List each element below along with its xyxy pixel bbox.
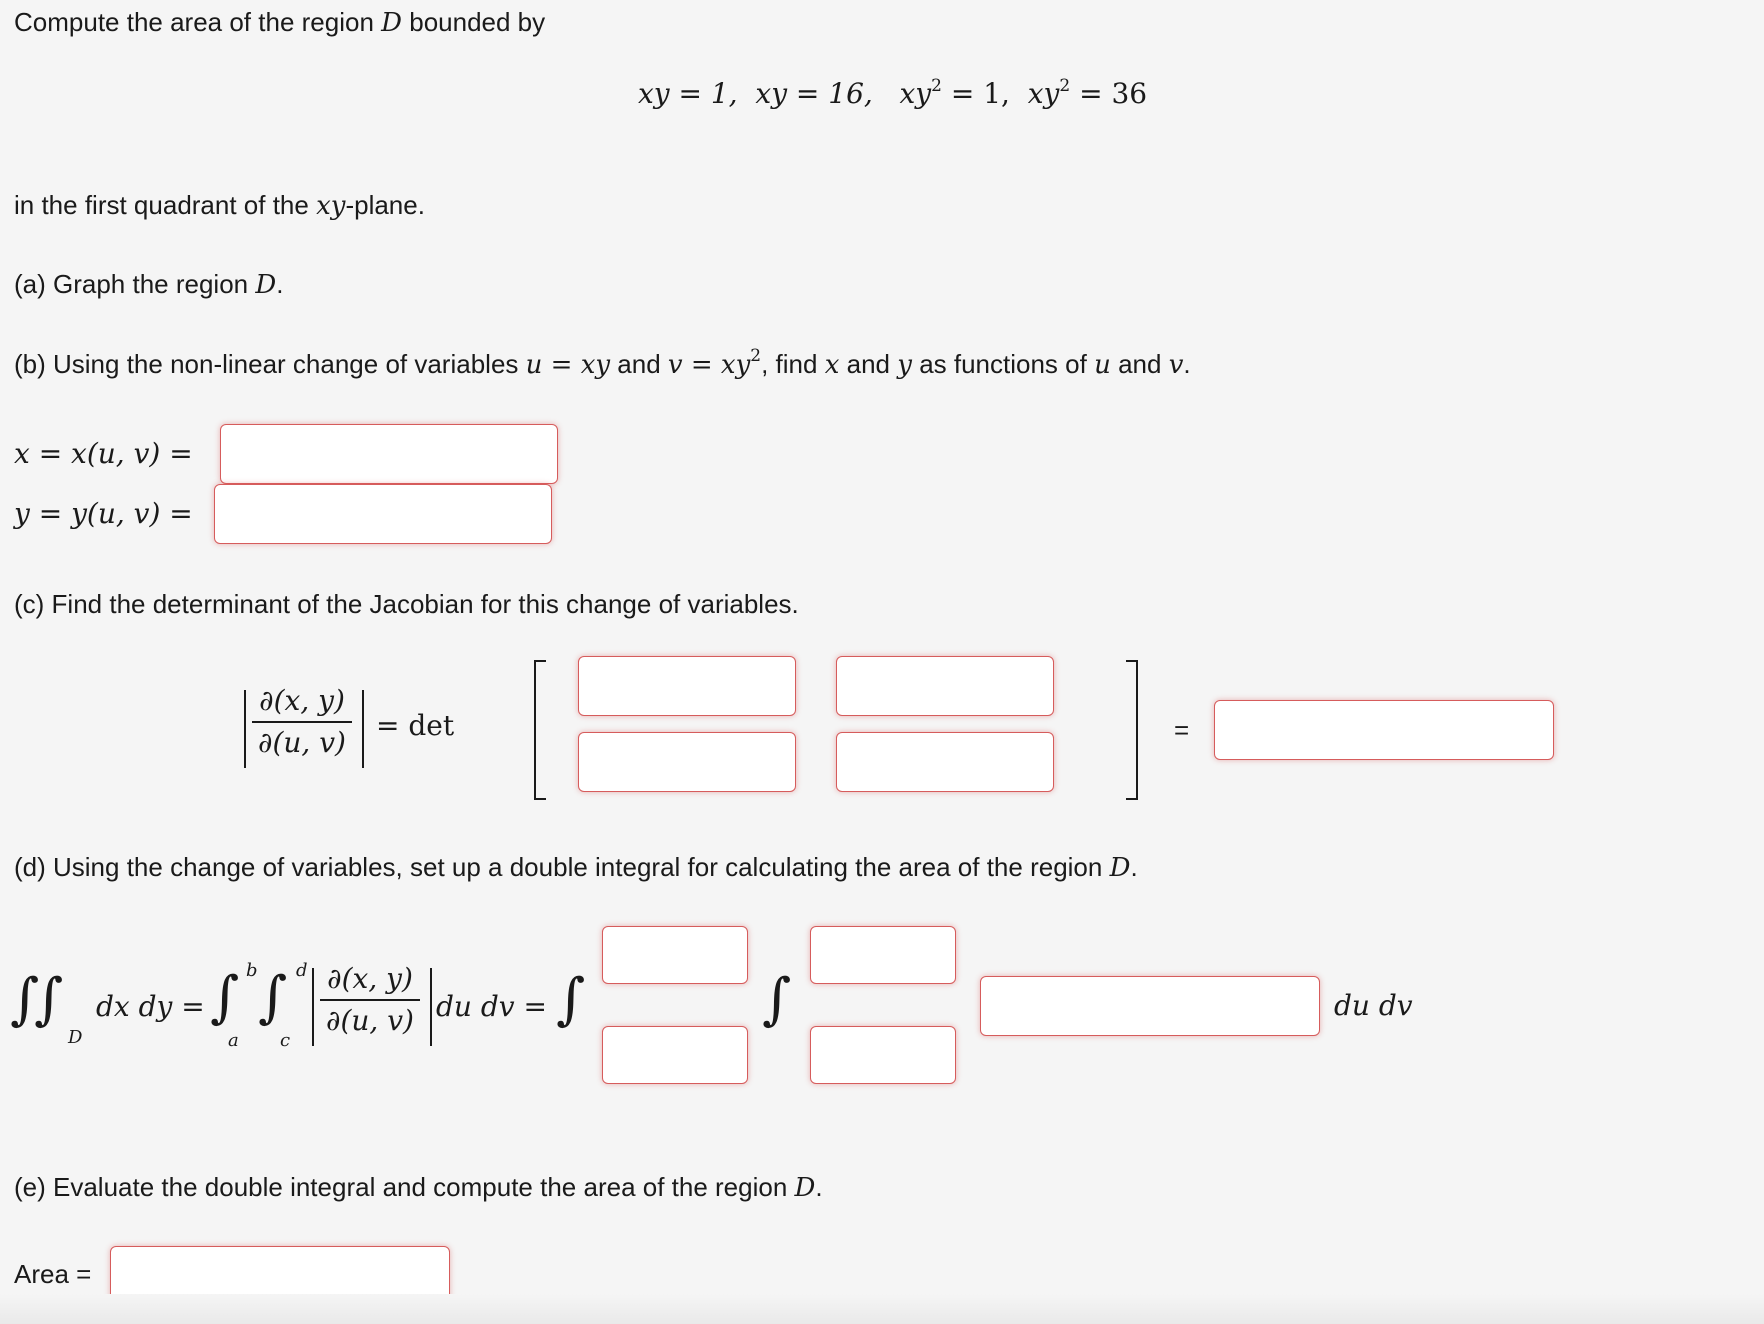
y-equation-label: y = y(u, v) = bbox=[14, 497, 193, 530]
part-a-end: . bbox=[276, 269, 284, 299]
jacobian-m21-input[interactable] bbox=[578, 732, 796, 792]
jacobian-denominator: ∂(u, v) bbox=[258, 725, 346, 759]
part-c-label: (c) Find the determinant of the Jacobian for this change of variables. bbox=[14, 589, 799, 619]
quadrant-text bbox=[14, 189, 425, 222]
middle-differential: du dv = bbox=[436, 990, 547, 1023]
lhs-differential: dx dy = bbox=[96, 990, 205, 1023]
part-d-end: . bbox=[1130, 852, 1138, 882]
curve-4 bbox=[1028, 77, 1147, 110]
curve-3-exp: 2 bbox=[931, 76, 942, 96]
limit-a: a bbox=[228, 1030, 239, 1051]
part-b-y: y bbox=[897, 350, 912, 380]
iterated-integral-inner: ∫ bbox=[258, 965, 288, 1030]
jacobian-numerator: ∂(x, y) bbox=[259, 684, 345, 717]
part-b-and-1: and bbox=[617, 349, 661, 379]
part-a-var: D bbox=[255, 270, 277, 300]
rhs-outer-integral: ∫ bbox=[556, 967, 586, 1032]
part-b-x: x bbox=[824, 350, 840, 380]
part-e-var: D bbox=[794, 1173, 816, 1203]
rhs-inner-integral: ∫ bbox=[762, 967, 792, 1032]
u-definition: u = xy bbox=[525, 350, 611, 380]
intro-end-text: bounded by bbox=[409, 7, 546, 37]
det-label: = det bbox=[376, 709, 455, 742]
part-a-text: (a) Graph the region bbox=[14, 269, 249, 299]
iterated-integral-outer: ∫ bbox=[210, 965, 240, 1030]
jacobian-result-input[interactable] bbox=[1214, 700, 1554, 760]
integral-jacobian-fraction bbox=[320, 962, 420, 1038]
curve-4-exp: 2 bbox=[1059, 76, 1071, 96]
outer-upper-limit-input[interactable] bbox=[602, 926, 748, 984]
x-equation-label: x = x(u, v) = bbox=[14, 437, 193, 470]
integrand-input[interactable] bbox=[980, 976, 1320, 1036]
part-b-and-2: and bbox=[846, 349, 891, 379]
part-e-text: (e) Evaluate the double integral and compute the area of the region bbox=[14, 1172, 788, 1202]
integral-jacobian-abs-right bbox=[430, 968, 432, 1046]
inner-lower-limit-input[interactable] bbox=[810, 1026, 956, 1084]
limit-c: c bbox=[280, 1030, 291, 1051]
boundary-curves bbox=[638, 77, 1147, 111]
part-d-label bbox=[14, 851, 1138, 884]
intro-text: Compute the area of the region bbox=[14, 7, 374, 37]
quadrant-text-end: -plane. bbox=[345, 190, 425, 220]
limit-b: b bbox=[246, 960, 258, 981]
part-b-label bbox=[14, 348, 1191, 381]
page-bottom-edge bbox=[0, 1294, 1764, 1324]
matrix-left-bracket bbox=[534, 660, 546, 800]
v-definition-exp: 2 bbox=[750, 346, 762, 366]
jacobian-fraction bbox=[252, 684, 352, 760]
curve-3 bbox=[900, 77, 1010, 110]
integral-jacobian-numerator: ∂(x, y) bbox=[327, 962, 413, 995]
part-b-and-3: and bbox=[1118, 349, 1162, 379]
curve-4-base: xy bbox=[1027, 77, 1060, 110]
region-var: D bbox=[381, 8, 402, 38]
jacobian-abs-right bbox=[362, 690, 364, 768]
part-a-label bbox=[14, 268, 283, 301]
quadrant-text-start: in the first quadrant of the bbox=[14, 190, 309, 220]
jacobian-equals: = bbox=[1174, 715, 1190, 745]
part-b-as-functions: as functions of bbox=[919, 349, 1087, 379]
jacobian-m12-input[interactable] bbox=[836, 656, 1054, 716]
v-definition: v = xy bbox=[667, 350, 751, 380]
inner-upper-limit-input[interactable] bbox=[810, 926, 956, 984]
curve-1: xy = 1, bbox=[638, 77, 738, 110]
part-b-text: (b) Using the non-linear change of variables bbox=[14, 349, 519, 379]
part-b-v: v bbox=[1168, 350, 1184, 380]
curve-4-rest: = 36 bbox=[1070, 77, 1148, 110]
jacobian-m22-input[interactable] bbox=[836, 732, 1054, 792]
region-subscript: D bbox=[68, 1027, 83, 1048]
curve-3-rest: = 1, bbox=[941, 77, 1010, 110]
double-integral-sign-1: ∫ bbox=[10, 967, 40, 1032]
area-label: Area = bbox=[14, 1259, 92, 1289]
jacobian-m11-input[interactable] bbox=[578, 656, 796, 716]
curve-3-base: xy bbox=[899, 77, 932, 110]
fraction-bar bbox=[252, 721, 352, 723]
quadrant-var: xy bbox=[316, 191, 346, 221]
part-b-find: , find bbox=[761, 349, 818, 379]
part-b-end: . bbox=[1183, 349, 1191, 379]
part-d-text: (d) Using the change of variables, set up a double integral for calculating the area of the region bbox=[14, 852, 1103, 882]
x-function-input[interactable] bbox=[220, 424, 558, 484]
limit-d: d bbox=[296, 960, 308, 981]
outer-lower-limit-input[interactable] bbox=[602, 1026, 748, 1084]
part-d-var: D bbox=[1109, 853, 1131, 883]
part-e-end: . bbox=[815, 1172, 823, 1202]
final-differential: du dv bbox=[1334, 989, 1413, 1022]
integral-jacobian-abs-left bbox=[312, 968, 314, 1046]
integral-fraction-bar bbox=[320, 999, 420, 1001]
y-function-input[interactable] bbox=[214, 484, 552, 544]
problem-intro bbox=[14, 6, 545, 39]
curve-2: xy = 16, bbox=[755, 77, 873, 110]
integral-jacobian-denominator: ∂(u, v) bbox=[326, 1003, 414, 1037]
double-integral-sign-2: ∫ bbox=[34, 967, 64, 1032]
part-b-u: u bbox=[1094, 350, 1111, 380]
jacobian-abs-left bbox=[244, 690, 246, 768]
part-e-label bbox=[14, 1171, 823, 1204]
matrix-right-bracket bbox=[1126, 660, 1138, 800]
